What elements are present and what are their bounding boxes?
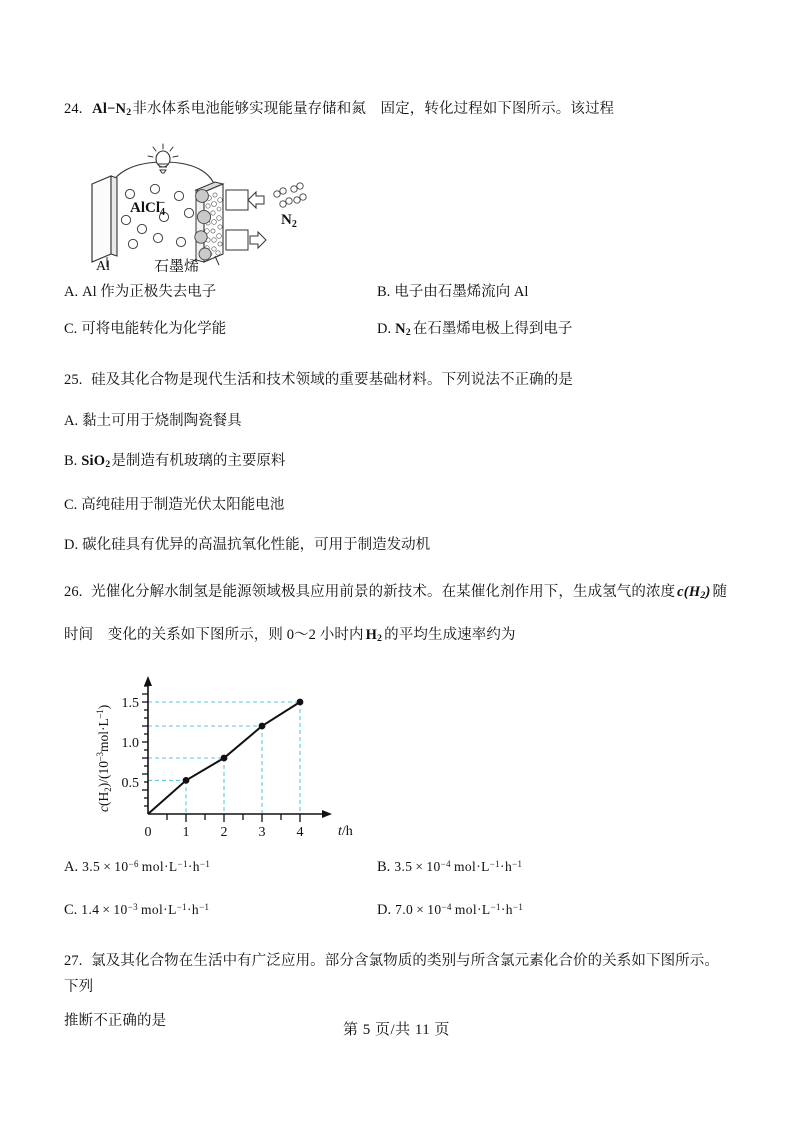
option-26-A-dot: · xyxy=(187,858,193,874)
option-25-B-formula xyxy=(81,453,110,469)
question-26-stem-text-2-end: 的平均生成速率约为 xyxy=(384,626,516,643)
question-26-formula-2 xyxy=(366,627,383,643)
option-26-D-coef: 7.0 xyxy=(395,901,414,917)
n2-molecules xyxy=(274,183,306,207)
chart-x-axis-label: t/h xyxy=(338,823,353,839)
option-24-B-label: B. xyxy=(377,284,391,301)
option-26-C-dot: · xyxy=(187,901,192,917)
option-25-A-text: 黏土可用于烧制陶瓷餐具 xyxy=(82,413,242,430)
gas-inlet-channel xyxy=(226,190,264,210)
question-24-options-row-1 xyxy=(64,280,730,304)
svg-text:1.5: 1.5 xyxy=(121,695,139,711)
option-26-B-dot: · xyxy=(500,858,505,874)
option-25-A[interactable] xyxy=(64,409,730,433)
option-26-D-dot: · xyxy=(500,901,506,917)
option-26-D[interactable] xyxy=(377,895,730,922)
q26-formula1-sub: 2 xyxy=(700,590,706,602)
option-26-B-value xyxy=(394,859,522,874)
formula-n: N xyxy=(115,101,127,117)
option-26-D-times: × xyxy=(416,901,425,917)
option-25-D-label: D. xyxy=(64,537,79,554)
option-26-C-unit: mol·L xyxy=(140,901,177,917)
formula-n-sub: 2 xyxy=(126,107,132,119)
option-24-A[interactable] xyxy=(64,280,377,304)
gas-in-arrow xyxy=(248,192,264,208)
graphene-electrode xyxy=(195,182,223,265)
formula-dash: − xyxy=(107,101,116,117)
page-footer: 第 5 页/共 11 页 xyxy=(342,1022,451,1038)
chart-y-ticks xyxy=(142,686,148,806)
option-26-D-h: h xyxy=(505,901,513,917)
question-27-number: 27. xyxy=(64,952,83,969)
question-25-stem-text: 硅及其化合物是现代生活和技术领域的重要基础材料。下列说法不正确的是 xyxy=(91,372,573,389)
question-27-stem-text-2: 推断不正确的是 xyxy=(64,1012,167,1029)
option-26-B-label: B. xyxy=(377,858,391,875)
option-24-D-label: D. xyxy=(377,321,392,338)
question-24-options-row-2 xyxy=(64,317,730,345)
question-26-stem-text-1-end: 随 xyxy=(712,584,728,601)
light-bulb-icon xyxy=(148,144,178,173)
al-electrode-label: Al xyxy=(96,259,110,273)
option-26-C[interactable] xyxy=(64,895,377,922)
option-26-A[interactable] xyxy=(64,852,377,879)
option-26-C-value xyxy=(81,902,209,917)
option-26-D-unit: mol·L xyxy=(454,901,491,917)
x-axis-arrow xyxy=(322,810,332,818)
question-26-stem-text-1: 光催化分解水制氢是能源领域极具应用前景的新技术。在某催化剂作用下，生成氢气的浓度 xyxy=(91,584,676,601)
option-24-C-text: 可将电能转化为化学能 xyxy=(81,321,227,338)
option-26-B-unit-exp1: −1 xyxy=(489,858,501,869)
option-26-B-times: × xyxy=(415,858,424,874)
option-25-A-label: A. xyxy=(64,413,79,430)
option-26-D-unit-exp1: −1 xyxy=(490,901,501,912)
svg-text:1.0: 1.0 xyxy=(121,735,139,751)
option-26-D-unit-exp2: −1 xyxy=(512,901,524,912)
graphene-electrode-label: 石墨烯 xyxy=(154,258,200,273)
option-24-D-formula-sub: 2 xyxy=(405,327,411,339)
q26-formula2-sub: 2 xyxy=(377,632,383,644)
question-25-stem xyxy=(64,367,730,393)
option-26-C-h: h xyxy=(191,901,200,917)
option-24-D-text: 在石墨烯电极上得到电子 xyxy=(412,321,573,338)
svg-text:0: 0 xyxy=(144,824,152,840)
option-26-A-coef: 3.5 xyxy=(82,858,101,874)
option-26-B-base: 10 xyxy=(426,858,441,874)
option-26-A-label: A. xyxy=(64,858,79,875)
option-25-B[interactable] xyxy=(64,449,730,477)
question-26-chart xyxy=(86,662,416,842)
y-axis-arrow xyxy=(144,676,152,686)
q26-formula1-base: c(H xyxy=(677,584,701,601)
option-26-B-unit-exp2: −1 xyxy=(512,858,523,869)
option-26-C-times: × xyxy=(102,901,111,917)
option-24-B[interactable] xyxy=(377,280,730,304)
option-24-A-text: Al 作为正极失去电子 xyxy=(82,284,217,301)
option-26-C-unit-exp2: −1 xyxy=(199,901,210,912)
question-26-formula-1 xyxy=(677,584,710,600)
question-27-stem xyxy=(64,948,730,1000)
option-26-B-exp: −4 xyxy=(440,858,451,869)
option-25-C-text: 高纯硅用于制造光伏太阳能电池 xyxy=(81,497,285,514)
option-26-A-unit-exp1: −1 xyxy=(177,858,188,869)
question-24-stem-text: 非水体系电池能够实现能量存储和氮 固定，转化过程如下图所示。该过程 xyxy=(132,101,615,117)
question-26-options-row-1 xyxy=(64,852,730,879)
q26-formula2-base: H xyxy=(365,626,378,643)
al-n2-battery-cell-diagram xyxy=(78,134,328,272)
option-24-C-label: C. xyxy=(64,321,78,338)
option-25-C[interactable] xyxy=(64,493,730,517)
option-26-C-exp: −3 xyxy=(127,901,138,912)
option-26-A-times: × xyxy=(103,858,112,874)
question-26-stem xyxy=(64,579,730,609)
option-24-D[interactable] xyxy=(377,317,730,345)
formula-al: Al xyxy=(92,101,108,117)
svg-text:4: 4 xyxy=(296,824,304,840)
question-26-options-row-2 xyxy=(64,895,730,922)
option-24-D-formula-base: N xyxy=(395,321,406,338)
question-24-number: 24. xyxy=(64,101,83,117)
q26-formula1-end: ) xyxy=(705,584,711,601)
gas-out-arrow xyxy=(250,232,266,248)
n2-gas-label: $N_2$ xyxy=(281,212,297,231)
chart-x-tick-labels xyxy=(145,825,304,840)
option-26-B-h: h xyxy=(504,858,513,874)
option-26-D-label: D. xyxy=(377,901,392,918)
chart-y-tick-labels xyxy=(122,696,140,791)
question-24-figure xyxy=(78,134,328,272)
al-electrode xyxy=(92,176,117,267)
chart-y-axis-label: $c(H_2)/(10^{-3}mol\cdot L^{-1})$ xyxy=(95,704,113,812)
option-26-D-base: 10 xyxy=(427,901,442,917)
svg-text:3: 3 xyxy=(258,824,266,840)
option-26-A-unit: mol·L xyxy=(141,858,178,874)
svg-text:2: 2 xyxy=(220,824,228,840)
option-26-A-h: h xyxy=(192,858,200,874)
question-27-stem-text-1: 氯及其化合物在生活中有广泛应用。部分含氯物质的类别与所含氯元素化合价的关系如下图所示。下列 xyxy=(64,952,719,995)
question-25-number: 25. xyxy=(64,372,83,389)
option-26-A-unit-exp2: −1 xyxy=(199,858,211,869)
question-24-stem xyxy=(64,96,730,126)
option-26-C-label: C. xyxy=(64,901,78,918)
question-26-stem-text-2: 时间 变化的关系如下图所示，则 0～2 小时内 xyxy=(64,626,364,643)
gas-outlet-channel xyxy=(226,230,266,250)
option-26-D-value xyxy=(395,902,523,917)
option-26-A-value xyxy=(82,859,210,874)
option-26-D-exp: −4 xyxy=(441,901,452,912)
electrolyte-ion-label: AlCl$_4$– xyxy=(130,196,165,219)
question-24-formula xyxy=(92,101,131,117)
chart-x-ticks xyxy=(167,814,300,822)
svg-text:1: 1 xyxy=(182,824,190,840)
option-26-A-exp: −6 xyxy=(128,858,139,869)
question-26-number: 26. xyxy=(64,584,83,601)
option-25-D-text: 碳化硅具有优异的高温抗氧化性能，可用于制造发动机 xyxy=(82,537,431,554)
question-26-stem-line-2 xyxy=(64,622,730,652)
option-26-A-base: 10 xyxy=(114,858,129,874)
svg-text:0.5: 0.5 xyxy=(121,775,139,791)
option-25-B-label: B. xyxy=(64,453,78,470)
option-26-C-base: 10 xyxy=(113,901,128,917)
option-25-B-formula-base: SiO xyxy=(81,453,106,470)
hydrogen-concentration-line-chart xyxy=(86,662,416,842)
option-24-D-formula xyxy=(395,321,411,337)
option-25-D[interactable] xyxy=(64,533,730,557)
option-25-C-label: C. xyxy=(64,497,78,514)
option-26-C-coef: 1.4 xyxy=(81,901,100,917)
option-25-B-formula-sub: 2 xyxy=(105,459,111,471)
option-26-C-unit-exp1: −1 xyxy=(176,901,188,912)
option-24-B-text: 电子由石墨烯流向 Al xyxy=(394,284,529,301)
option-26-B-coef: 3.5 xyxy=(394,858,413,874)
option-24-A-label: A. xyxy=(64,284,79,301)
electrolyte-ions xyxy=(121,185,193,249)
option-24-C[interactable] xyxy=(64,317,377,345)
option-26-B-unit: mol·L xyxy=(454,858,490,874)
page-content xyxy=(64,96,730,1034)
option-26-B[interactable] xyxy=(377,852,730,879)
option-25-B-text: 是制造有机玻璃的主要原料 xyxy=(111,453,286,470)
